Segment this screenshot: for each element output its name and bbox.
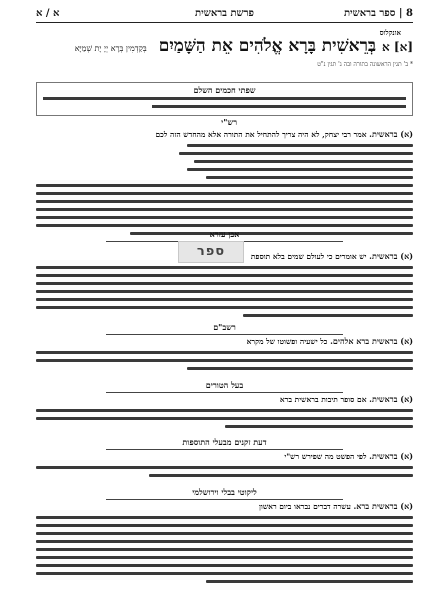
daas-zekeinim-block — [36, 452, 413, 477]
ibn-ezra-lead-text: יש אומרים כי לעולם שמים בלא תוספת — [250, 252, 367, 261]
ibn-ezra-head: (א) בראשית. — [369, 252, 413, 261]
rashi-head: (א) בראשית. — [369, 130, 413, 139]
text-line — [36, 192, 413, 195]
onkelos-text: בְּקַדְמִין בְּרָא יְיָ יָת שְׁמַיָּא — [74, 44, 147, 53]
text-line — [43, 97, 406, 100]
text-line — [36, 409, 413, 412]
text-line — [187, 144, 413, 147]
section-title-text: אבן עזרא — [209, 229, 240, 239]
text-line — [36, 556, 413, 559]
divider — [106, 392, 343, 393]
section-title-text: רשב"ם — [213, 322, 236, 332]
verse-block — [36, 36, 413, 68]
text-line — [243, 314, 413, 317]
text-line — [36, 266, 413, 269]
rashbam-head: (א) בראשית ברא אלהים. — [330, 337, 413, 346]
running-head-book: 8 | ספר בראשית — [343, 8, 413, 19]
likutei-block — [36, 502, 413, 583]
text-line — [36, 274, 413, 277]
verse-note: * ב' תגין הראשונה בתורה ובה ג' תגין נ"ט — [317, 61, 413, 68]
text-line — [206, 176, 413, 179]
section-title-text: דעת זקנים מבעלי התוספות — [182, 437, 267, 447]
verse-number: [א] א — [382, 40, 413, 54]
text-line — [179, 152, 413, 155]
rashi-quote: אמר רבי יצחק, לא היה צריך להתחיל את התורה אלא מהחדש הזה לכם — [155, 130, 367, 139]
watermark-stamp: ספר — [178, 241, 244, 263]
text-line — [36, 216, 413, 219]
text-line — [36, 359, 413, 362]
text-line — [187, 367, 413, 370]
section-title-likutei — [36, 487, 413, 500]
section-title-text: ליקוטי בבלי וירושלמי — [192, 487, 257, 497]
section-title-daas-zekeinim — [36, 437, 413, 450]
likutei-lead — [36, 502, 413, 511]
divider — [106, 334, 343, 335]
text-line — [36, 282, 413, 285]
text-line — [36, 184, 413, 187]
text-line — [36, 564, 413, 567]
text-line — [36, 306, 413, 309]
rashi-lead — [36, 130, 413, 139]
sages-box — [36, 82, 413, 116]
text-line — [187, 168, 413, 171]
baal-haturim-block — [36, 395, 413, 428]
baal-haturim-lead-text: אם סופר תיבות בראשית ברא — [279, 395, 367, 404]
text-line — [36, 208, 413, 211]
rashi-label: רש"י — [221, 117, 237, 127]
verse-line — [36, 36, 413, 59]
text-line — [194, 160, 413, 163]
section-title-rashbam — [36, 322, 413, 335]
text-line — [36, 532, 413, 535]
text-line — [149, 474, 413, 477]
rashbam-lead-text: כל ישעיה ופשוטו של מקרא — [246, 337, 328, 346]
text-line — [206, 580, 413, 583]
daas-zekeinim-head: (א) בראשית. — [369, 452, 413, 461]
baal-haturim-lead — [36, 395, 413, 404]
rashi-block — [36, 130, 413, 235]
text-line — [36, 572, 413, 575]
text-line — [36, 351, 413, 354]
rashbam-lead — [36, 337, 413, 346]
text-line — [36, 466, 413, 469]
sages-box-title: שפתי חכמים השלם — [193, 85, 256, 95]
sages-box-lines — [43, 97, 406, 111]
text-line — [36, 290, 413, 293]
baal-haturim-head: (א) בראשית. — [369, 395, 413, 404]
rashbam-block — [36, 337, 413, 370]
text-line — [36, 516, 413, 519]
text-line — [36, 417, 413, 420]
section-title-text: בעל הטורים — [205, 380, 244, 390]
onkelos-label: אונקלוס — [379, 28, 401, 37]
text-line — [36, 524, 413, 527]
text-line — [36, 200, 413, 203]
divider — [106, 499, 343, 500]
text-line — [36, 224, 413, 227]
text-line — [36, 540, 413, 543]
text-line — [36, 298, 413, 301]
likutei-head: (א) בראשית ברא. — [353, 502, 413, 511]
divider — [106, 449, 343, 450]
text-line — [152, 105, 406, 108]
running-head-parsha: פרשת בראשית — [195, 8, 254, 19]
text-line — [225, 425, 414, 428]
daas-zekeinim-lead — [36, 452, 413, 461]
verse-text: בְּרֵאשִׁית בָּרָא אֱלֹהִים אֵת הַשָּׁמַיִם — [158, 36, 377, 56]
section-title-baal-haturim — [36, 380, 413, 393]
daas-zekeinim-lead-text: לפי הפשט מה שפירש רש"י — [284, 452, 367, 461]
text-line — [36, 548, 413, 551]
running-head-chapter: א / א — [36, 8, 60, 19]
running-head — [36, 8, 413, 23]
likutei-lead-text: עשרה דברים נבראו ביום ראשון — [258, 502, 351, 511]
